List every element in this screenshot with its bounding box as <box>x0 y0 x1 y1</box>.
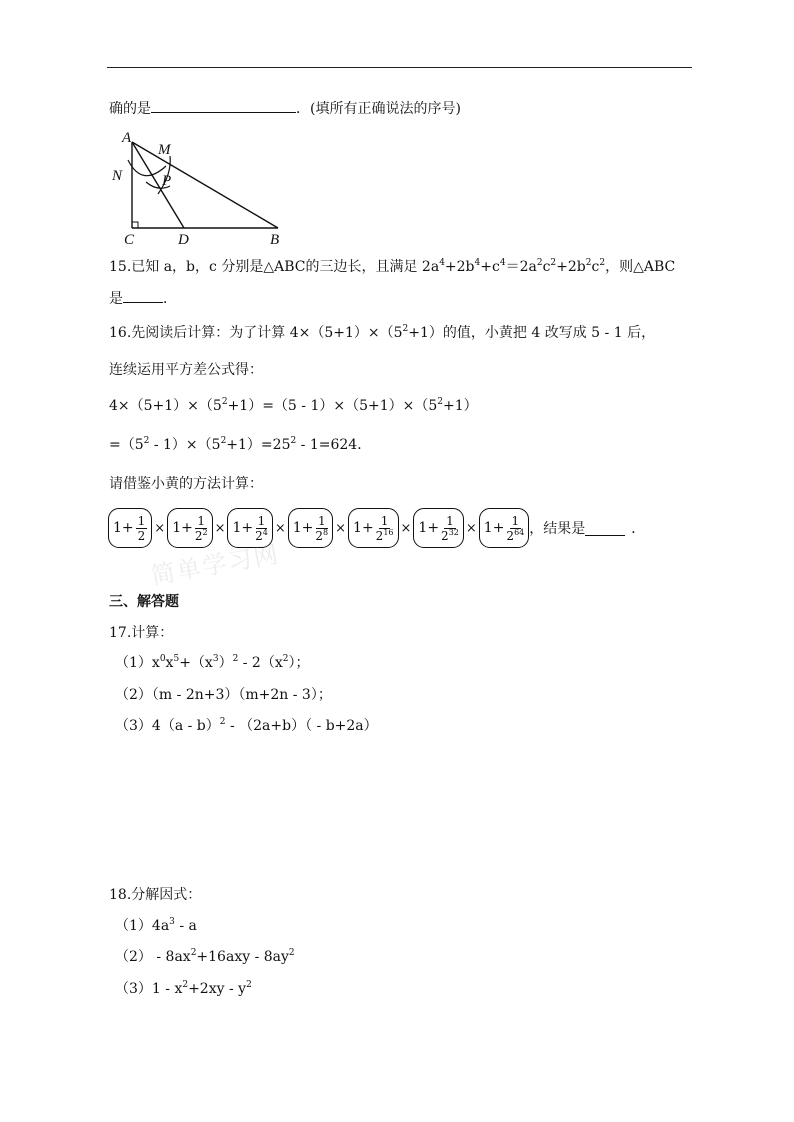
exponent: 5 <box>173 654 180 664</box>
text: ． <box>163 291 177 307</box>
exponent: 0 <box>159 654 166 664</box>
text: 的三边长，且满足 2a <box>305 259 440 275</box>
label-d: D <box>178 232 189 245</box>
q14-triangle-figure <box>108 130 298 245</box>
times-sign: × <box>214 520 226 536</box>
text: - 2（x <box>238 655 283 671</box>
numerator: 1 <box>317 513 326 528</box>
q14-answer-line <box>109 98 461 119</box>
text: ） <box>218 655 233 671</box>
one-plus: 1+ <box>418 520 440 536</box>
watermark: 简单学习网 <box>148 539 282 591</box>
denominator <box>315 529 328 543</box>
one-plus: 1+ <box>232 520 254 536</box>
label-p: P <box>162 173 172 189</box>
text: +2b <box>556 259 586 275</box>
text: 是 <box>109 291 123 307</box>
exponent: 4 <box>474 258 481 268</box>
fraction <box>195 514 208 543</box>
label-c: C <box>124 232 135 245</box>
text: 15.已知 a，b，c 分别是 <box>109 259 264 275</box>
exponent: 2 <box>536 258 543 268</box>
q15-answer-blank[interactable] <box>123 288 163 303</box>
q16-line4 <box>109 435 371 455</box>
label-m: M <box>158 142 171 158</box>
q18-part3 <box>115 979 252 999</box>
q16-line2: 连续运用平方差公式得： <box>109 362 263 378</box>
text: x <box>165 655 174 671</box>
q17-part3 <box>115 716 378 736</box>
q16-line3 <box>109 396 478 416</box>
exponent: 2 <box>290 436 297 446</box>
text: +1）=（5 - 1）×（5+1）×（5 <box>227 398 438 414</box>
one-plus: 1+ <box>292 520 314 536</box>
q15-line1 <box>109 257 675 277</box>
exponent: 4 <box>499 258 506 268</box>
result-label: ，结果是 <box>529 521 586 537</box>
exponent: 2 <box>282 654 289 664</box>
right-angle-mark <box>132 222 138 228</box>
den-base: 2 <box>441 528 449 543</box>
text: - 1）×（5 <box>149 437 221 453</box>
denominator <box>195 529 208 543</box>
text: （1）4a <box>115 918 170 934</box>
den-exp: 32 <box>448 527 459 537</box>
den-base: 2 <box>506 528 515 543</box>
text: - （2a+b）（ - b+2a） <box>225 718 378 734</box>
exponent: 2 <box>550 258 557 268</box>
times-sign: × <box>465 520 477 536</box>
q15-line2 <box>109 288 177 309</box>
exponent: 2 <box>246 980 252 990</box>
text: 4×（5+1）×（5 <box>109 398 222 414</box>
text: +（x <box>179 655 213 671</box>
den-base: 2 <box>194 528 203 543</box>
q18-title: 18.分解因式： <box>109 887 202 903</box>
numerator: 1 <box>380 513 389 528</box>
header-rule <box>107 67 692 68</box>
one-plus: 1+ <box>113 520 134 536</box>
q14-answer-blank[interactable] <box>151 98 296 113</box>
times-sign: × <box>400 520 412 536</box>
times-sign: × <box>335 520 347 536</box>
text: +16axy - 8ay <box>196 949 289 965</box>
period: ． <box>631 521 646 537</box>
text: （1）x <box>115 655 160 671</box>
exponent: 2 <box>599 258 606 268</box>
numerator: 1 <box>446 513 454 528</box>
q18-part1 <box>115 916 197 936</box>
text: 16.先阅读后计算：为了计算 4×（5+1）×（5 <box>109 325 403 341</box>
text: +c <box>480 259 500 275</box>
q18-part2 <box>115 947 295 967</box>
exponent: 2 <box>437 397 444 407</box>
exponent: 2 <box>182 980 189 990</box>
numerator: 1 <box>257 513 266 528</box>
fraction <box>376 514 394 543</box>
denominator <box>138 529 146 543</box>
one-plus: 1+ <box>483 520 505 536</box>
numerator: 1 <box>511 513 520 528</box>
factor-2 <box>167 508 212 548</box>
factor-6 <box>413 508 463 548</box>
q16-line1 <box>109 323 655 343</box>
q17-title: 17.计算： <box>109 625 174 641</box>
text: - a <box>174 918 197 934</box>
q17-part2: （2）（m - 2n+3）（m+2n - 3）； <box>115 687 332 703</box>
numerator: 1 <box>137 513 146 528</box>
text: ，则 <box>605 259 634 275</box>
triangle-abc: △ABC <box>633 259 676 275</box>
exponent: 3 <box>169 917 175 927</box>
text: +1） <box>443 398 478 414</box>
exponent: 2 <box>220 436 227 446</box>
den-exp: 8 <box>323 527 329 537</box>
text: +1）=25 <box>226 437 291 453</box>
fraction <box>506 514 524 543</box>
label-n: N <box>112 168 123 184</box>
exponent: 2 <box>585 258 592 268</box>
text: +2xy - y <box>188 981 247 997</box>
text: =（5 <box>109 437 144 453</box>
den-base: 2 <box>315 528 324 543</box>
den-exp: 16 <box>383 527 394 537</box>
q14-prefix: 确的是 <box>109 101 151 117</box>
exponent: 2 <box>190 948 197 958</box>
exponent: 2 <box>143 436 150 446</box>
one-plus: 1+ <box>353 520 374 536</box>
den-exp: 64 <box>514 527 525 537</box>
line-ab <box>132 142 278 228</box>
q17-part1 <box>115 653 309 673</box>
section-3-heading: 三、解答题 <box>109 594 179 610</box>
denominator <box>441 529 459 543</box>
q16-answer-blank[interactable] <box>585 521 625 536</box>
factor-1 <box>108 508 152 548</box>
exponent: 4 <box>439 258 445 268</box>
q14-suffix: ．(填所有正确说法的序号) <box>296 101 461 117</box>
denominator <box>506 529 524 543</box>
text: c <box>591 259 600 275</box>
times-sign: × <box>154 520 166 536</box>
label-a: A <box>122 130 132 146</box>
exponent: 2 <box>288 948 295 958</box>
den-exp: 2 <box>202 527 208 537</box>
q16-product-expression <box>108 507 645 549</box>
text: c <box>542 259 551 275</box>
text: （2） - 8ax <box>115 949 191 965</box>
exponent: 3 <box>212 654 219 664</box>
text: ）； <box>288 655 310 671</box>
text: （3）1 - x <box>115 981 183 997</box>
text: ＝2a <box>505 259 537 275</box>
exponent: 2 <box>402 324 409 334</box>
q16-line5: 请借鉴小黄的方法计算： <box>109 476 263 492</box>
factor-7 <box>479 508 529 548</box>
text: - 1=624． <box>296 437 372 453</box>
den-exp: 4 <box>262 527 268 537</box>
triangle-abc: △ABC <box>263 259 306 275</box>
exponent: 2 <box>221 397 228 407</box>
times-sign: × <box>274 520 286 536</box>
factor-5 <box>348 508 398 548</box>
fraction <box>136 514 148 543</box>
exponent: 2 <box>219 717 226 727</box>
label-b: B <box>270 232 280 245</box>
numerator: 1 <box>197 513 206 528</box>
exponent: 2 <box>232 654 239 664</box>
den-base: 2 <box>255 528 263 543</box>
fraction <box>315 514 328 543</box>
den-base: 2 <box>375 528 384 543</box>
text: +2b <box>444 259 475 275</box>
text: +1）的值，小黄把 4 改写成 5 - 1 后， <box>408 325 656 341</box>
den-base: 2 <box>137 528 146 543</box>
one-plus: 1+ <box>172 520 193 536</box>
factor-4 <box>288 508 333 548</box>
text: （3）4（a - b） <box>115 718 220 734</box>
denominator <box>376 529 394 543</box>
fraction <box>441 514 459 543</box>
